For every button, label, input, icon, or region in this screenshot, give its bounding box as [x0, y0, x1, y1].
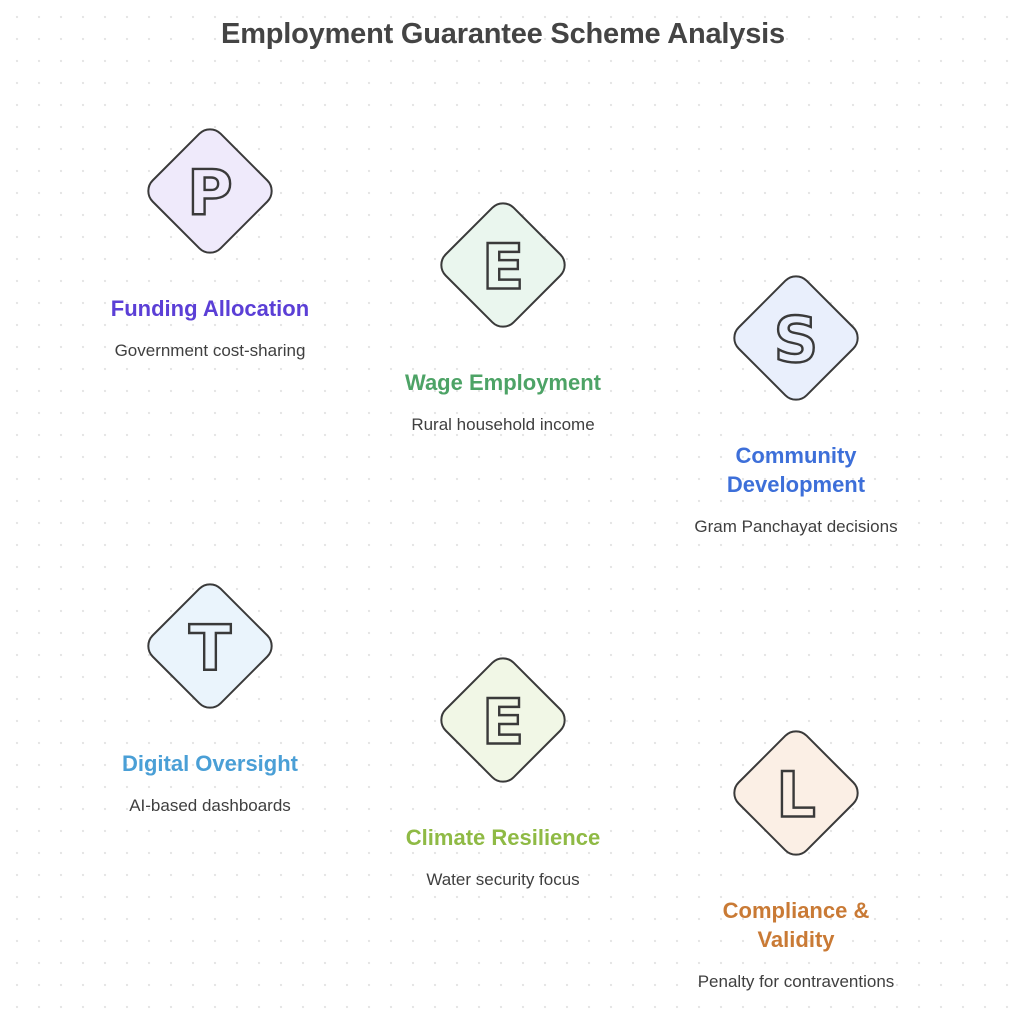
item-description: Rural household income [411, 415, 595, 434]
letter-l-icon [718, 715, 874, 871]
letter-s-icon [718, 260, 874, 416]
svg-text:S: S [773, 303, 819, 377]
card-community-development [676, 260, 916, 537]
item-description: AI-based dashboards [129, 796, 291, 815]
letter-e-icon [425, 642, 581, 798]
svg-text:E: E [481, 230, 525, 304]
item-label: Wage Employment [405, 370, 601, 395]
svg-text:T: T [188, 611, 232, 685]
item-description: Government cost-sharing [114, 341, 306, 360]
diagram-title: Employment Guarantee Scheme Analysis [221, 18, 785, 50]
letter-t-icon [132, 568, 288, 724]
letter-e-icon [425, 187, 581, 343]
item-description: Penalty for contraventions [697, 972, 895, 991]
item-description: Gram Panchayat decisions [694, 517, 898, 536]
item-description: Water security focus [426, 870, 580, 889]
card-funding-allocation [90, 113, 330, 361]
card-climate-resilience [383, 642, 623, 890]
item-label: Funding Allocation [110, 296, 310, 321]
item-label: Community Development [726, 443, 866, 497]
card-wage-employment [383, 187, 623, 435]
svg-text:E: E [481, 685, 525, 759]
letter-p-icon [132, 113, 288, 269]
item-label: Climate Resilience [405, 825, 601, 850]
svg-text:P: P [187, 156, 233, 230]
item-label: Digital Oversight [121, 751, 299, 776]
item-label: Compliance & Validity [722, 898, 870, 952]
card-compliance-validity [676, 715, 916, 992]
svg-text:L: L [776, 758, 816, 832]
card-digital-oversight [90, 568, 330, 816]
